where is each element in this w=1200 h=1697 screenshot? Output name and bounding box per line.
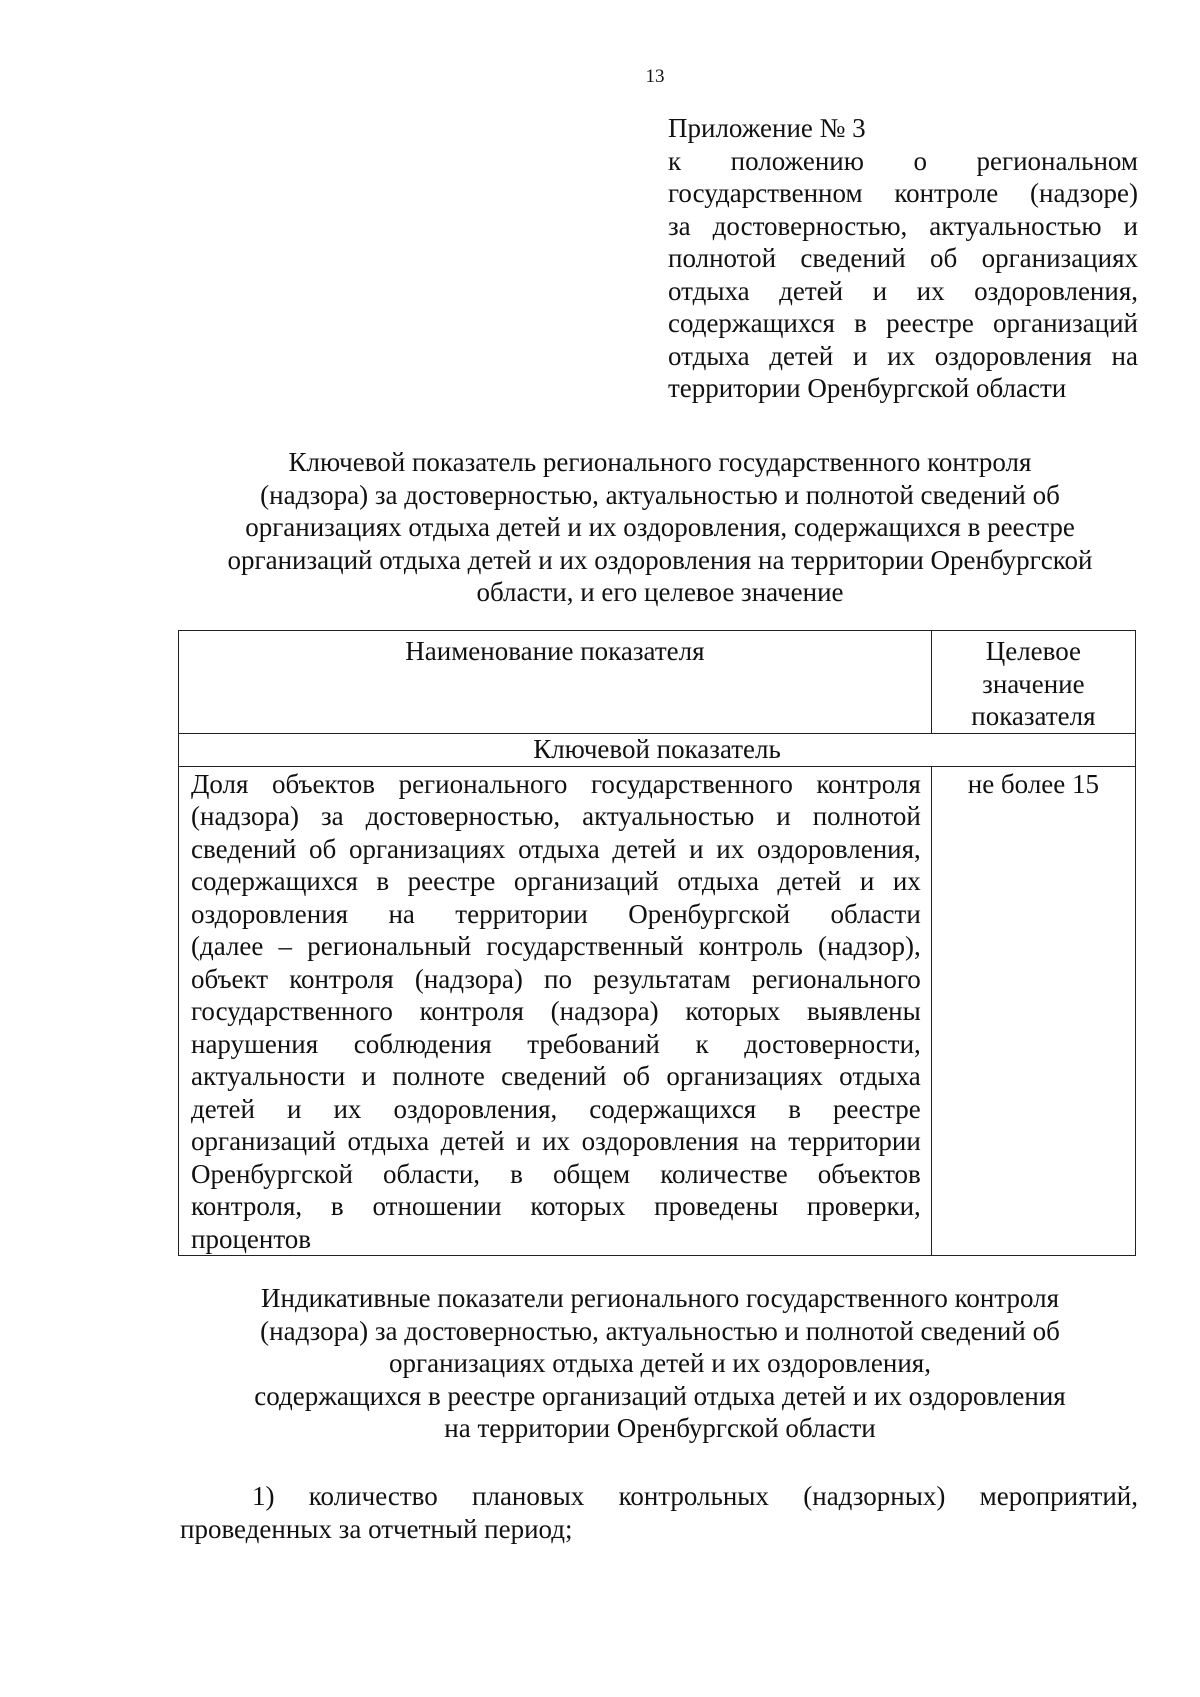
appendix-line: территории Оренбургской области	[668, 373, 1067, 403]
key-indicator-table	[178, 630, 1136, 1256]
heading-line: на территории Оренбургской области	[444, 1413, 876, 1443]
appendix-line: государственном контроле (надзоре)	[668, 178, 1138, 208]
heading-line: области, и его целевое значение	[476, 577, 844, 607]
heading-line: Индикативные показатели регионального государственного контроля	[260, 1283, 1060, 1313]
section-label: Ключевой показатель	[179, 733, 1136, 766]
indicative-list-item	[180, 1480, 1138, 1546]
table-row	[179, 766, 1136, 1256]
indicator-line: (надзора) за достоверностью, актуальностью и полнотой	[191, 801, 921, 831]
indicator-line: детей и их оздоровления, содержащихся в реестре	[191, 1093, 921, 1124]
paragraph-line: 1) количество плановых контрольных (надзорных) мероприятий,	[252, 1481, 1138, 1511]
indicator-line: организаций отдыха детей и их оздоровления на территории	[191, 1126, 921, 1156]
indicator-line: оздоровления на территории Оренбургской области	[191, 898, 921, 929]
page-number: 13	[645, 66, 665, 87]
appendix-line: отдыха детей и их оздоровления,	[668, 275, 1138, 306]
indicator-line: (далее – региональный государственный контроль (надзор),	[191, 931, 921, 961]
indicator-line: контроля, в отношении которых проведены проверки,	[191, 1191, 921, 1221]
heading-line: содержащихся в реестре организаций отдыха детей и их оздоровления	[254, 1380, 1066, 1411]
indicator-line: содержащихся в реестре организаций отдыха детей и их	[191, 866, 921, 896]
heading-line: (надзора) за достоверностью, актуальностью и полнотой сведений об	[260, 1315, 1060, 1346]
header-target-line: показателя	[971, 701, 1096, 731]
paragraph-line: проведенных за отчетный период;	[180, 1514, 573, 1544]
appendix-line: полнотой сведений об организациях	[668, 243, 1138, 273]
indicator-line: сведений об организациях отдыха детей и их оздоровления,	[191, 833, 921, 864]
heading-line: организаций отдыха детей и их оздоровления на территории Оренбургской	[227, 544, 1093, 575]
key-indicator-heading	[170, 446, 1150, 609]
appendix-line: Приложение № 3	[668, 113, 866, 143]
indicator-line: процентов	[191, 1223, 312, 1254]
indicator-line: Оренбургской области, в общем количестве объектов	[191, 1158, 921, 1189]
indicator-line: актуальности и полноте сведений об организациях отдыха	[191, 1061, 921, 1091]
indicator-line: государственного контроля (надзора) которых выявлены	[191, 996, 921, 1026]
header-indicator-name: Наименование показателя	[179, 631, 932, 734]
heading-line: организациях отдыха детей и их оздоровления, содержащихся в реестре	[245, 512, 1075, 542]
heading-line: организациях отдыха детей и их оздоровления,	[389, 1348, 931, 1378]
table-section-row	[179, 733, 1136, 766]
heading-line: (надзора) за достоверностью, актуальностью и полнотой сведений об	[260, 479, 1060, 510]
header-target-value	[931, 631, 1135, 734]
indicator-line: Доля объектов регионального государственного контроля	[191, 768, 921, 799]
indicator-name-cell	[179, 766, 932, 1256]
appendix-line: за достоверностью, актуальностью и	[668, 210, 1138, 241]
heading-line: Ключевой показатель регионального государственного контроля	[288, 447, 1032, 477]
indicator-target-value: не более 15	[931, 766, 1135, 1256]
indicator-line: объект контроля (надзора) по результатам регионального	[191, 963, 921, 994]
appendix-line: к положению о региональном	[668, 145, 1138, 176]
header-target-line: значение	[982, 668, 1085, 699]
table-header-row	[179, 631, 1136, 734]
appendix-note	[668, 112, 1138, 405]
header-target-line: Целевое	[985, 636, 1082, 666]
appendix-line: отдыха детей и их оздоровления на	[668, 340, 1138, 371]
appendix-line: содержащихся в реестре организаций	[668, 308, 1138, 338]
indicator-line: нарушения соблюдения требований к достоверности,	[191, 1028, 921, 1059]
indicative-indicators-heading	[170, 1282, 1150, 1445]
